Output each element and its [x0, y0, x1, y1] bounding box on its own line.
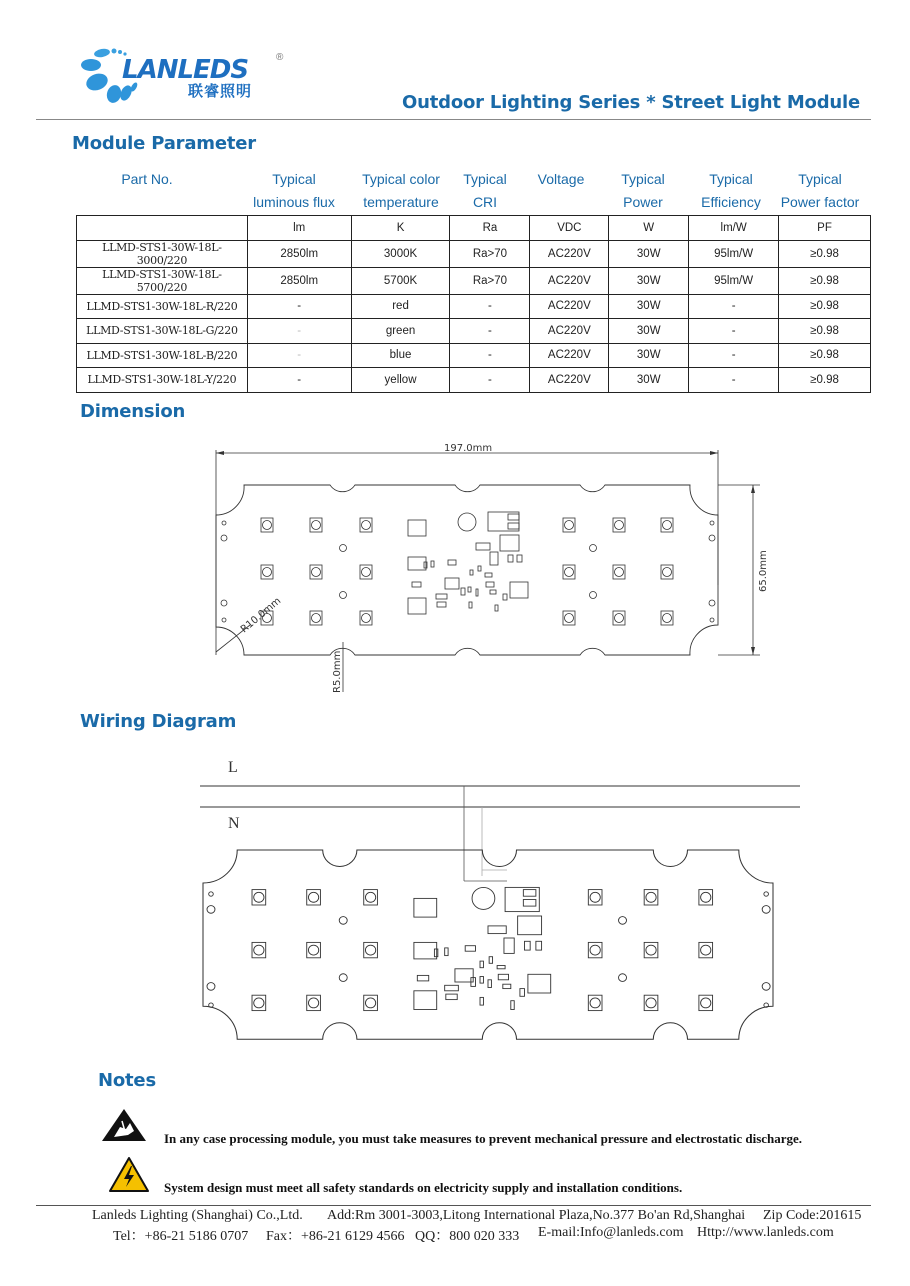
part-number-cell: LLMD-STS1-30W-18L-R/220 — [77, 294, 248, 319]
pcb-components — [207, 887, 770, 1010]
unit-cell: Ra — [450, 216, 530, 241]
table-row — [77, 368, 871, 393]
company-logo — [78, 44, 284, 108]
table-row — [77, 240, 871, 267]
pcb-outline — [216, 485, 718, 655]
note-text: In any case processing module, you must take measures to prevent mechanical pressure and electrostatic discharge. — [164, 1131, 803, 1146]
section-title-notes: Notes — [98, 1070, 156, 1091]
pcb-components — [221, 512, 715, 625]
table-cell: Ra>70 — [450, 240, 530, 267]
section-title-module-parameter: Module Parameter — [72, 133, 256, 154]
corner-radius-label: R10.0mm — [238, 595, 284, 636]
col-header-flux: Typical luminous flux — [253, 171, 335, 210]
table-cell: - — [247, 294, 351, 319]
col-header-power-factor: Typical Power factor — [780, 171, 860, 210]
unit-cell — [77, 216, 248, 241]
table-cell: 30W — [609, 368, 689, 393]
logo-wordmark: LANLEDS — [122, 55, 249, 85]
footer-address: Add:Rm 3001-3003,Litong International Plaza,No.377 Bo'an Rd,Shanghai — [327, 1208, 746, 1223]
col-header-color-temp: Typical color temperature — [362, 171, 440, 210]
table-cell: AC220V — [530, 240, 609, 267]
table-cell: AC220V — [530, 343, 609, 368]
table-row — [77, 319, 871, 344]
table-cell: ≥0.98 — [779, 343, 871, 368]
footer-tel: Tel：+86-21 5186 0707 — [113, 1229, 249, 1244]
table-cell: 30W — [609, 319, 689, 344]
footer-qq: QQ：800 020 333 — [415, 1229, 520, 1244]
part-number-cell: LLMD-STS1-30W-18L-5700/220 — [77, 267, 248, 294]
table-cell: green — [351, 319, 450, 344]
table-cell: Ra>70 — [450, 267, 530, 294]
table-cell: - — [247, 319, 351, 344]
footer-company: Lanleds Lighting (Shanghai) Co.,Ltd. — [92, 1208, 303, 1223]
table-cell: - — [689, 294, 779, 319]
registered-mark: ® — [276, 52, 284, 63]
unit-cell: K — [351, 216, 450, 241]
footer-divider — [36, 1205, 871, 1206]
table-cell: - — [450, 294, 530, 319]
table-row — [77, 294, 871, 319]
table-cell: - — [689, 343, 779, 368]
table-cell: 30W — [609, 343, 689, 368]
table-cell: ≥0.98 — [779, 267, 871, 294]
units-row — [77, 216, 871, 241]
footer-fax: Fax：+86-21 6129 4566 — [266, 1229, 405, 1244]
table-cell: ≥0.98 — [779, 294, 871, 319]
notch-radius-label: R5.0mm — [332, 650, 343, 693]
table-cell: AC220V — [530, 294, 609, 319]
note-text: System design must meet all safety standards on electricity supply and installation conditions. — [164, 1180, 683, 1195]
footer-website[interactable]: Http://www.lanleds.com — [697, 1225, 834, 1240]
esd-warning-icon — [100, 1107, 148, 1143]
table-cell: blue — [351, 343, 450, 368]
high-voltage-icon — [108, 1156, 150, 1194]
unit-cell: VDC — [530, 216, 609, 241]
table-cell: AC220V — [530, 267, 609, 294]
pcb-outline — [203, 850, 773, 1039]
col-header-part-no: Part No. — [121, 171, 173, 187]
part-number-cell: LLMD-STS1-30W-18L-G/220 — [77, 319, 248, 344]
col-header-cri: Typical CRI — [463, 171, 507, 210]
table-cell: - — [689, 319, 779, 344]
table-cell: ≥0.98 — [779, 368, 871, 393]
header-divider — [36, 119, 871, 120]
table-cell: AC220V — [530, 319, 609, 344]
table-cell: - — [450, 319, 530, 344]
height-dimension-label: 65.0mm — [758, 550, 769, 592]
part-number-cell: LLMD-STS1-30W-18L-B/220 — [77, 343, 248, 368]
table-cell: 95lm/W — [689, 267, 779, 294]
table-cell: 2850lm — [247, 267, 351, 294]
table-cell: - — [450, 343, 530, 368]
table-cell: 30W — [609, 240, 689, 267]
table-cell: ≥0.98 — [779, 319, 871, 344]
table-cell: 30W — [609, 267, 689, 294]
table-cell: 3000K — [351, 240, 450, 267]
section-title-wiring-diagram: Wiring Diagram — [80, 711, 237, 732]
table-row — [77, 267, 871, 294]
part-number-cell: LLMD-STS1-30W-18L-Y/220 — [77, 368, 248, 393]
table-cell: 95lm/W — [689, 240, 779, 267]
dimension-drawing — [200, 430, 780, 700]
table-cell: red — [351, 294, 450, 319]
table-cell: 5700K — [351, 267, 450, 294]
table-header-row — [76, 168, 871, 214]
wiring-drawing — [196, 780, 806, 1060]
unit-cell: lm/W — [689, 216, 779, 241]
width-dimension-label: 197.0mm — [444, 443, 493, 454]
table-cell: - — [689, 368, 779, 393]
part-number-cell: LLMD-STS1-30W-18L-3000/220 — [77, 240, 248, 267]
section-title-dimension: Dimension — [80, 401, 186, 422]
table-cell: 2850lm — [247, 240, 351, 267]
col-header-voltage: Voltage — [537, 171, 585, 187]
table-cell: AC220V — [530, 368, 609, 393]
col-header-power: Typical Power — [621, 171, 665, 210]
line-wire-label: L — [228, 759, 238, 776]
col-header-efficiency: Typical Efficiency — [701, 171, 761, 210]
footer-zip: Zip Code:201615 — [763, 1208, 862, 1223]
neutral-wire-label: N — [228, 815, 240, 832]
table-cell: 30W — [609, 294, 689, 319]
table-cell: ≥0.98 — [779, 240, 871, 267]
table-cell: - — [247, 343, 351, 368]
table-cell: - — [450, 368, 530, 393]
document-title: Outdoor Lighting Series * Street Light Module — [402, 92, 860, 113]
unit-cell: W — [609, 216, 689, 241]
table-cell: - — [247, 368, 351, 393]
unit-cell: lm — [247, 216, 351, 241]
table-row — [77, 343, 871, 368]
unit-cell: PF — [779, 216, 871, 241]
footer-email[interactable]: E-mail:Info@lanleds.com — [538, 1225, 684, 1240]
logo-chinese-name: 联睿照明 — [188, 82, 253, 100]
module-parameter-table — [76, 215, 871, 393]
table-cell: yellow — [351, 368, 450, 393]
